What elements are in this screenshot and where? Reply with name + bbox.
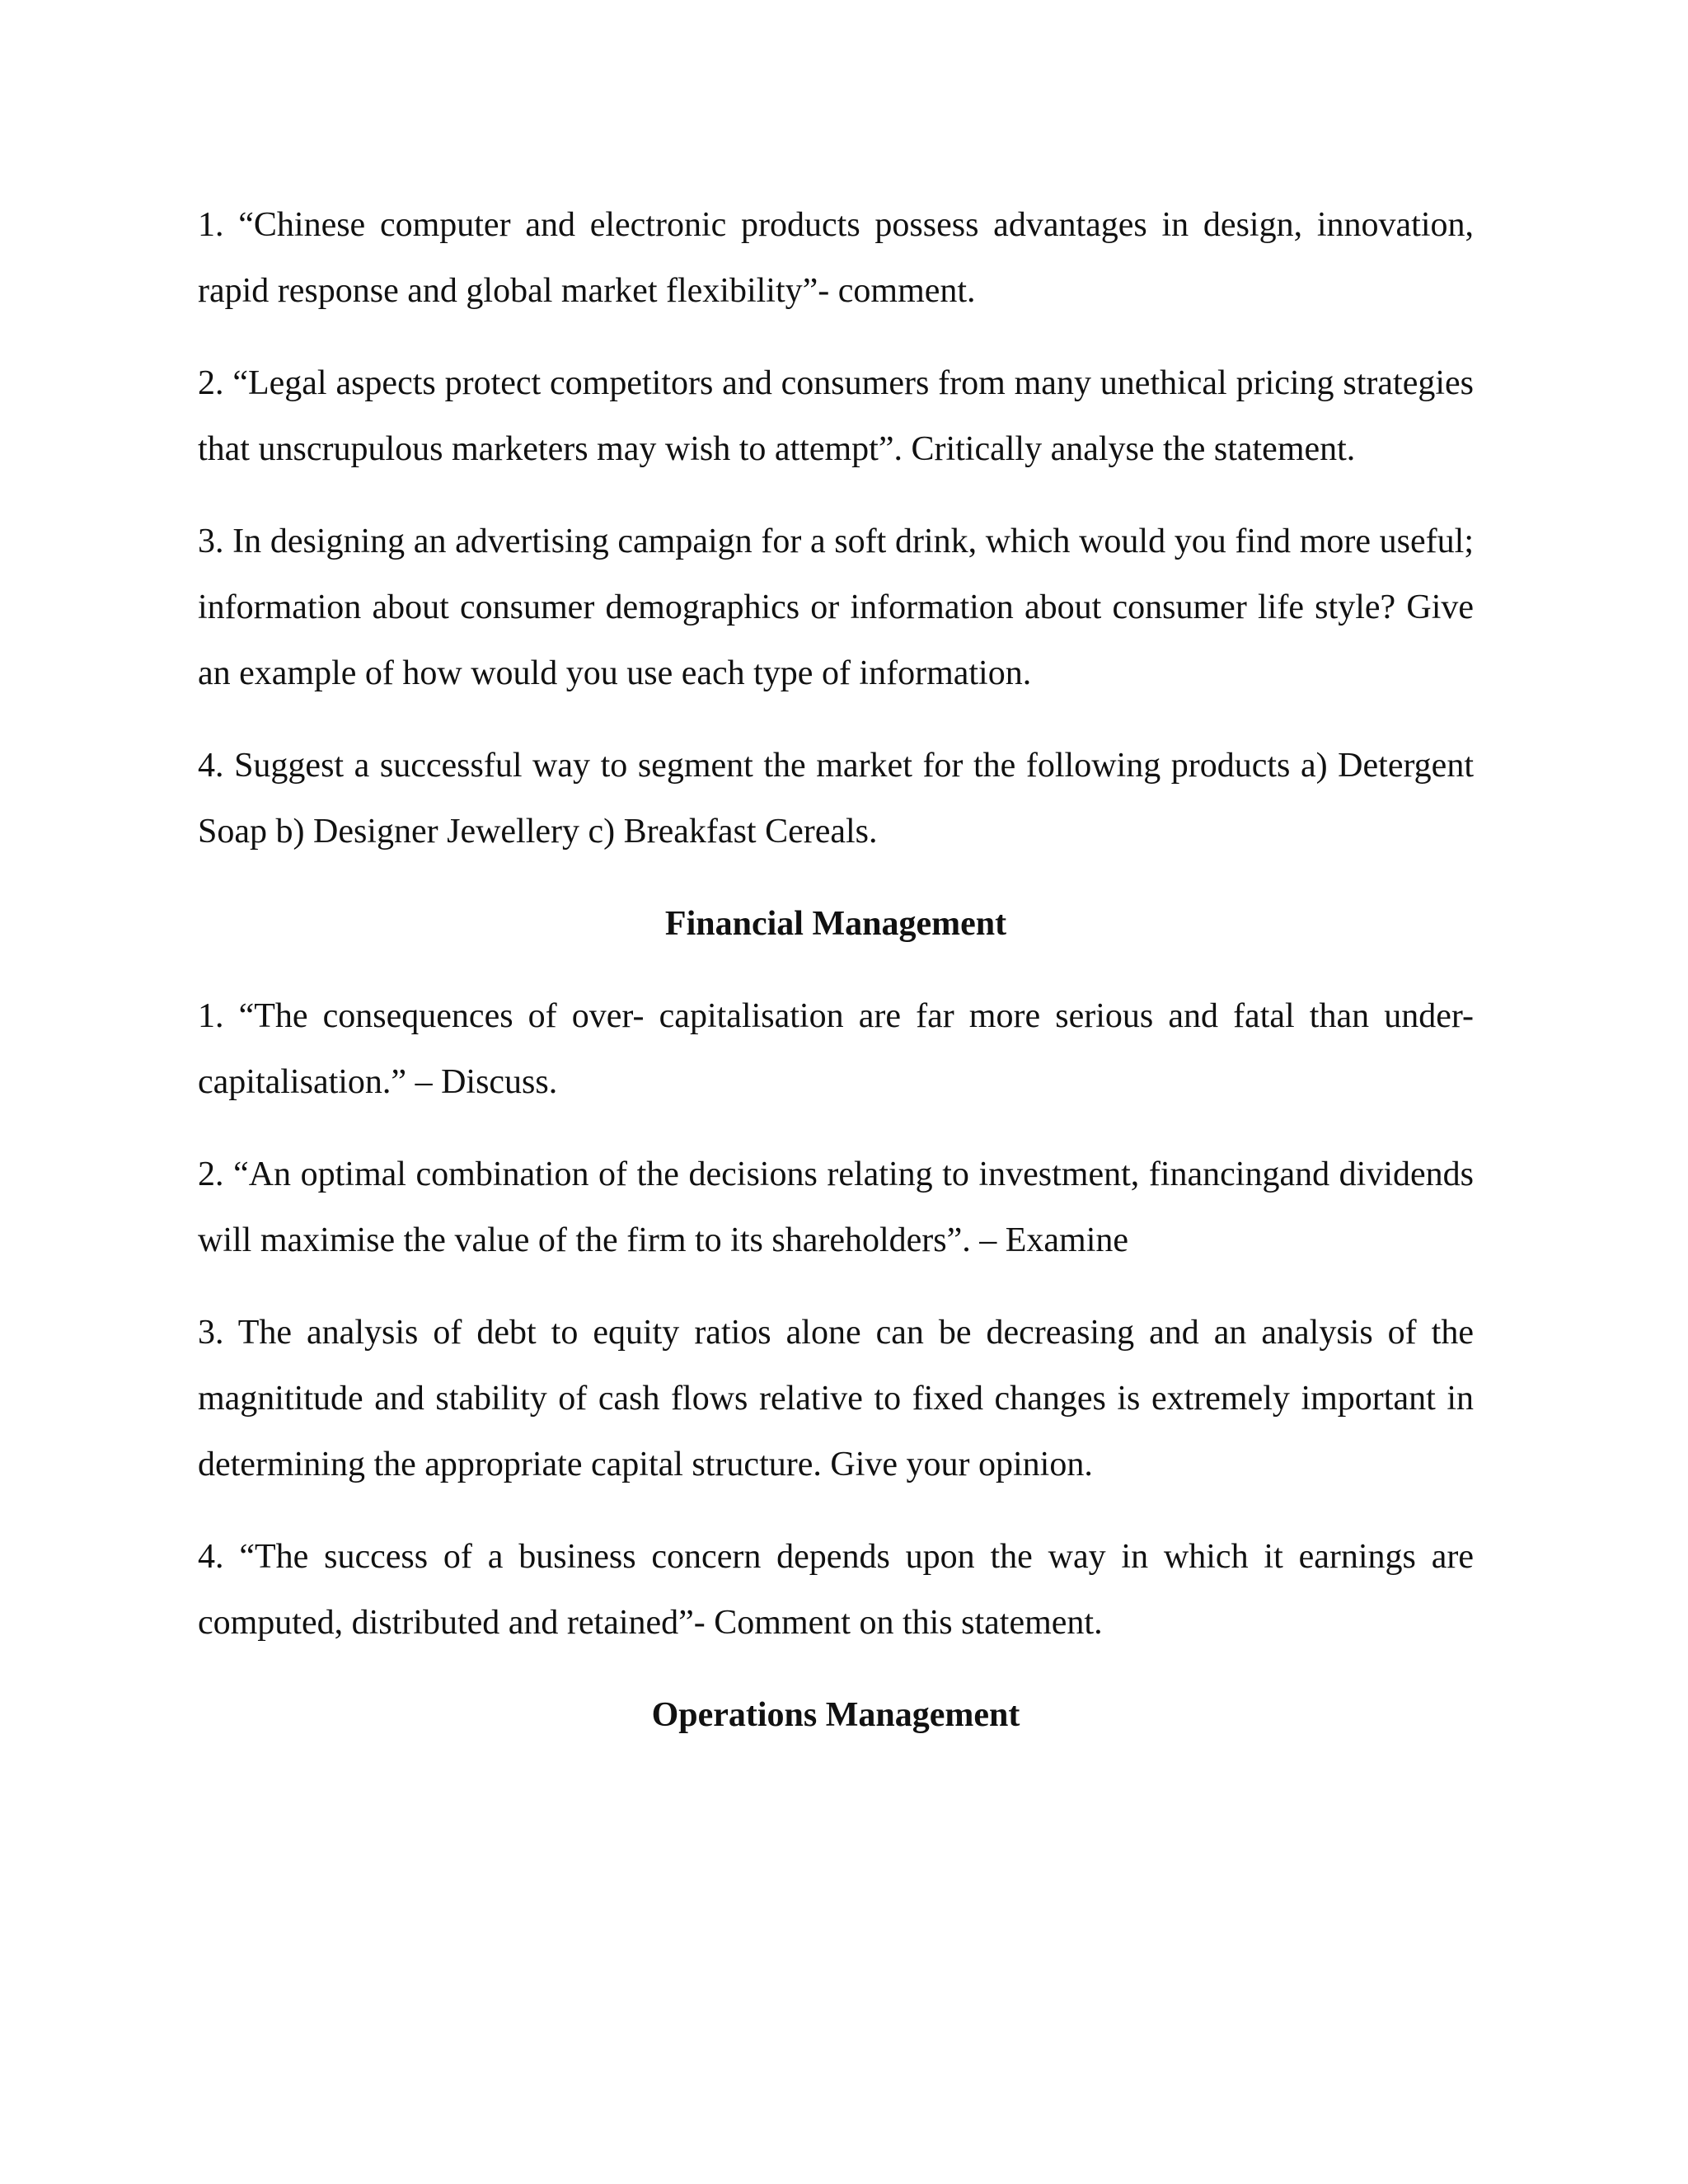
marketing-question-3: 3. In designing an advertising campaign for a soft drink, which would you find more useful; information about consumer demographics or information about consumer life style? Give an example of how would you use each type of information. — [198, 523, 1474, 692]
financial-question-2: 2. “An optimal combination of the decisions relating to investment, financingand dividends will maximise the value of the firm to its shareholders”. – Examine — [198, 1155, 1474, 1259]
financial-question-1: 1. “The consequences of over- capitalisation are far more serious and fatal than under-capitalisation.” – Discuss. — [198, 997, 1474, 1101]
operations-management-heading: Operations Management — [651, 1696, 1020, 1734]
financial-question-3: 3. The analysis of debt to equity ratios alone can be decreasing and an analysis of the magnititude and stability of cash flows relative to fixed changes is extremely important in determining the appropriate capital structure. Give your opinion. — [198, 1314, 1474, 1483]
marketing-question-2: 2. “Legal aspects protect competitors and consumers from many unethical pricing strategies that unscrupulous marketers may wish to attempt”. Critically analyse the statement. — [198, 364, 1474, 468]
marketing-question-1: 1. “Chinese computer and electronic products possess advantages in design, innovation, rapid response and global market flexibility”- comment. — [198, 206, 1474, 310]
financial-question-4: 4. “The success of a business concern depends upon the way in which it earnings are computed, distributed and retained”- Comment on this statement. — [198, 1538, 1474, 1642]
marketing-question-4: 4. Suggest a successful way to segment the market for the following products a) Detergent Soap b) Designer Jewellery c) Breakfast Cereals. — [198, 747, 1474, 851]
financial-management-heading: Financial Management — [664, 905, 1007, 943]
page-content — [198, 192, 1474, 1774]
